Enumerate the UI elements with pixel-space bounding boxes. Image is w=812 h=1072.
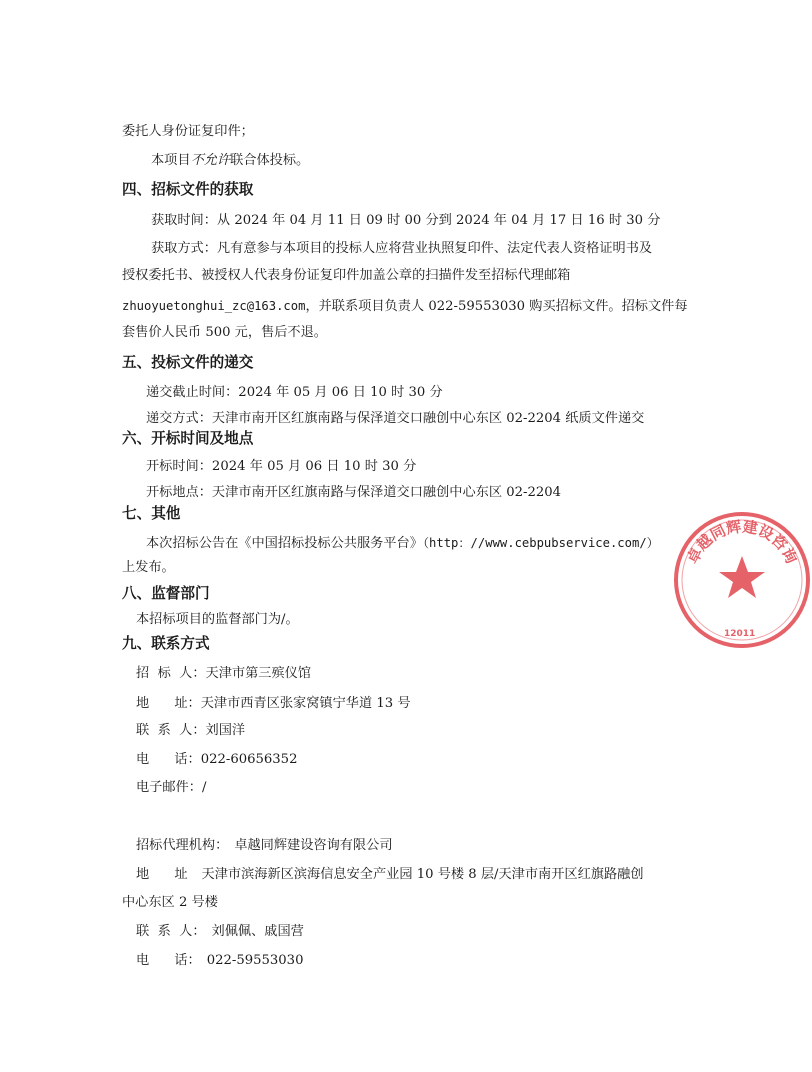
- agent-org-row: [136, 838, 393, 854]
- field-value: 022-60656352: [200, 752, 298, 767]
- section-heading-9: 九、联系方式: [122, 635, 210, 652]
- agent-address-continued: 中心东区 2 号楼: [122, 895, 218, 910]
- field-label: 招 标 人：: [136, 666, 206, 681]
- field-value: 刘国洋: [205, 723, 246, 738]
- text-line: 获取方式：凡有意参与本项目的投标人应将营业执照复印件、法定代表人资格证明书及: [151, 241, 653, 256]
- text-line: [146, 535, 659, 552]
- company-seal: [672, 510, 812, 650]
- section-heading-4: 四、招标文件的获取: [122, 181, 254, 198]
- tenderer-name-row: [136, 666, 311, 682]
- agent-phone-row: [136, 953, 303, 969]
- field-value: /: [201, 780, 207, 795]
- section-heading-6: 六、开标时间及地点: [122, 430, 254, 447]
- section-heading-5: 五、投标文件的递交: [122, 354, 254, 371]
- seal-star-icon: [719, 556, 765, 598]
- text-line: 上发布。: [122, 560, 175, 575]
- field-label: 招标代理机构：: [136, 838, 229, 853]
- url-text: （http：//www.cebpubservice.com/）: [422, 536, 659, 550]
- agent-address-row: [136, 867, 644, 883]
- text-span: 本次招标公告在《中国招标投标公共服务平台》: [146, 536, 423, 551]
- field-label: 联 系 人：: [136, 723, 206, 738]
- field-value: 刘佩佩、戚国营: [211, 924, 304, 939]
- field-value: 天津市第三殡仪馆: [205, 666, 312, 681]
- tenderer-phone-row: [136, 752, 297, 768]
- tenderer-address-row: [136, 696, 411, 712]
- tenderer-email-row: [136, 780, 206, 796]
- text-line: 开标时间：2024 年 05 月 06 日 10 时 30 分: [146, 459, 417, 474]
- italic-text: 不允许: [190, 153, 231, 168]
- field-label: 电 话：: [136, 752, 201, 767]
- text-span: 联合体投标。: [230, 153, 310, 168]
- text-line: [151, 153, 309, 169]
- field-value: 天津市滨海新区滨海信息安全产业园 10 号楼 8 层/天津市南开区红旗路融创: [201, 867, 644, 882]
- field-label: 地 址：: [136, 696, 201, 711]
- field-value: 022-59553030: [206, 953, 304, 968]
- agent-contact-row: [136, 924, 304, 940]
- text-line: 开标地点：天津市南开区红旗南路与保泽道交口融创中心东区 02-2204: [146, 485, 562, 500]
- field-label: 联 系 人：: [136, 924, 206, 939]
- text-line: 获取时间：从 2024 年 04 月 11 日 09 时 00 分到 2024 年 04 月 17 日 16 时 30 分: [151, 213, 661, 228]
- agent-email-text: zhuoyuetonghui_zc@163.com: [122, 299, 306, 313]
- seal-number: 12011: [724, 629, 756, 639]
- text-line: 委托人身份证复印件；: [122, 124, 254, 139]
- field-label: 地 址: [136, 867, 188, 882]
- field-label: 电 话：: [136, 953, 201, 968]
- text-line: 本招标项目的监督部门为/。: [136, 612, 299, 627]
- text-span: 本项目: [151, 153, 191, 168]
- text-span: ，并联系项目负责人 022-59553030 购买招标文件。招标文件每: [305, 299, 688, 314]
- tenderer-contact-row: [136, 723, 245, 739]
- field-label: 电子邮件：: [136, 780, 202, 795]
- section-heading-8: 八、监督部门: [122, 585, 210, 602]
- text-line: 套售价人民币 500 元，售后不退。: [122, 325, 327, 340]
- seal-text: 卓越同辉建设咨询: [683, 517, 801, 567]
- text-line: 授权委托书、被授权人代表身份证复印件加盖公章的扫描件发至招标代理邮箱: [122, 268, 571, 283]
- text-line: 递交方式：天津市南开区红旗南路与保泽道交口融创中心东区 02-2204 纸质文件递交: [146, 411, 645, 426]
- text-line: 递交截止时间：2024 年 05 月 06 日 10 时 30 分: [146, 385, 443, 400]
- section-heading-7: 七、其他: [122, 505, 181, 522]
- field-value: 卓越同辉建设咨询有限公司: [234, 838, 393, 853]
- field-value: 天津市西青区张家窝镇宁华道 13 号: [200, 696, 411, 711]
- text-line: [122, 298, 688, 315]
